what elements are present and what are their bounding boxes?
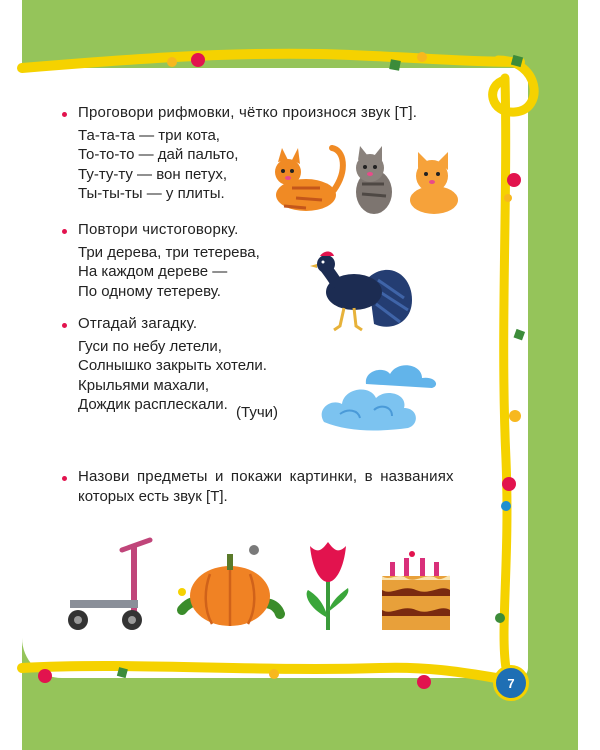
section-2 xyxy=(78,220,318,301)
section-3-lead: Отгадай загадку. xyxy=(78,315,198,332)
pumpkin-illustration xyxy=(172,540,288,634)
bullet xyxy=(62,112,67,117)
rhyme-line: Ты-ты-ты — у плиты. xyxy=(78,185,225,202)
cats-illustration xyxy=(266,140,466,220)
section-4 xyxy=(78,467,478,506)
rhyme-line: Та-та-та — три кота, xyxy=(78,126,220,144)
tongue-twister-line: На каждом дереве — xyxy=(78,263,228,280)
riddle-line: Дождик расплескали. xyxy=(78,396,228,413)
rhyme-line: То-то-то — дай пальто, xyxy=(78,146,239,163)
black-grouse-illustration xyxy=(308,240,418,335)
tongue-twister-line: Три дерева, три тетерева, xyxy=(78,243,260,261)
bullet xyxy=(62,323,67,328)
riddle-line: Гуси по небу летели, xyxy=(78,337,222,355)
scooter-illustration xyxy=(64,536,160,636)
tongue-twister-line: По одному тетереву. xyxy=(78,282,221,300)
riddle-answer: (Тучи) xyxy=(236,404,279,421)
cake-illustration xyxy=(376,548,456,636)
section-3 xyxy=(78,314,318,415)
rhyme-line: Ту-ту-ту — вон петух, xyxy=(78,165,227,183)
section-2-lead: Повтори чистоговорку. xyxy=(78,221,239,238)
bullet xyxy=(62,476,67,481)
section-4-line: которых есть звук [Т]. xyxy=(78,487,228,505)
section-1-lead: Проговори рифмовки, чётко произнося звук [Т]. xyxy=(78,104,418,121)
section-4-lead: Назови предметы и покажи картинки, в названиях xyxy=(78,468,454,485)
tulip-illustration xyxy=(298,538,358,634)
riddle-line: Солнышко закрыть хотели. xyxy=(78,357,267,374)
riddle-line: Крыльями махали, xyxy=(78,376,210,394)
bullet xyxy=(62,229,67,234)
clouds-illustration xyxy=(318,348,448,438)
page-number-badge: 7 xyxy=(493,665,529,701)
